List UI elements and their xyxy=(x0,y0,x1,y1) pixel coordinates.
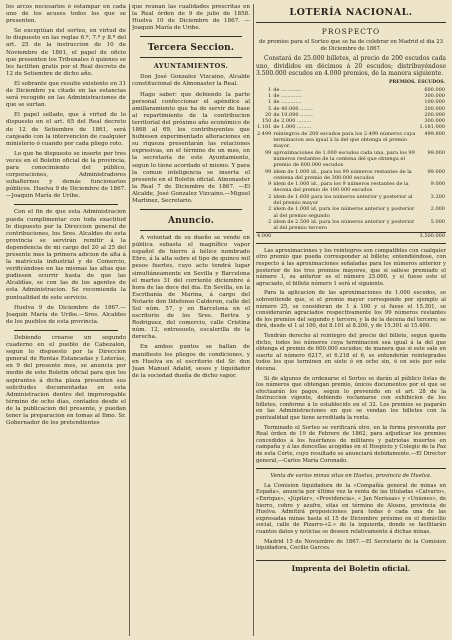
prize-description: de ............. xyxy=(273,93,302,99)
prize-count: 9 xyxy=(268,181,272,188)
divider xyxy=(140,57,242,58)
paragraph: Para la aplicacion de las aproximaciones de 1.000 escudos, se sobrentiende que, si el premio mayor corresponde por ejemplo al número 25, se consideran de 1 á 100 y si fuese el 15.301, se considerarán agraciados respectivamente los 99 números restantes de los premios del segundo y tercero, y la de la decena del tercero; se dirá, desde el 1 al 100, del 8.101 al 8.200, y de 15.301 al 15.400. xyxy=(256,290,446,330)
divider xyxy=(14,330,118,331)
venta-title: Venta de varias minas sitas en Huelva, provincia de Huelva. xyxy=(270,473,432,480)
prize-row xyxy=(256,194,446,207)
divider xyxy=(256,468,446,469)
prize-amount: 3.200 xyxy=(430,193,445,200)
paragraph: Don José Gonzalez Vizcaino, Alcalde constitucional de Almonaster la Real. xyxy=(132,74,250,88)
paragraph: Terminado el Sorteo se verificará otro, en la forma prevenida por Real órden de 19 de Febrero de 1862, para adjudicar los premios concedidos á los huérfanos de militares y patriotas muertos en campaña y á las doncellas acogidas en el Hospicio y Colegio de la Paz de esta Córte, cuyo resultado se anunciará debidamente.—El Director general,—Carlos María Coronado. xyxy=(256,424,446,464)
prize-row xyxy=(256,181,446,194)
anuncio-title: Anuncio. xyxy=(167,216,215,227)
prize-row xyxy=(256,219,446,232)
prize-amount: 99.000 xyxy=(427,149,445,156)
table-total-row xyxy=(256,232,446,239)
paragraph: Lo que he dispuesto se inserte por tres veces en el Boletin oficial de la provincia, para conocimiento del público, corporaciones, Administradores subalternos y demás funcionarios públicos. Huelva 9 de Diciembre de 1867.—Joaquin María de Uribe. xyxy=(6,150,126,200)
paragraph: Madrid 15 de Noviembre de 1867.—El Secretario de la Comision liquidadora, Cecilio Garces. xyxy=(256,538,446,552)
paragraph: Tendrán derecho al reintegro del precio del billete, segun queda dicho, todos los números cuya terminacion sea igual á la del que obtenga el premio de 600.000 escudos; de manera que si este sale en suerte al número 6217, el 6.218 el 6, se entenderán reintegrados todos los que terminen en siete ó en ocho sin, ó en seis por este decena. xyxy=(256,332,446,372)
prize-count: 2.499 xyxy=(257,130,272,137)
premios-header: PREMIOS. xyxy=(389,80,416,86)
prize-amount: 5.000 xyxy=(430,218,445,225)
prize-description: de 40.000 ........ xyxy=(273,105,313,112)
prize-count: 1.181 xyxy=(257,124,272,131)
paragraph: Hago saber: que debiendo la parte personal confeccionar el apéndice al amillaramiento que ha de servir de base al repartimiento de la contribucion territorial del próximo año económico de 1868 al 69, los contribuyentes que hubiesen experimentado alteraciones en su riqueza presentarán las relaciones expresivas, en el término de un mes, en la secretaría de este Ayuntamiento, segun lo tiene acordado el mismo. Y para la comun inteligencia se inserta el presente en el Boletin oficial. Almonaster la Real 7 de Diciembre de 1867. —El Alcalde, José Gonzalez Vizcaino.—Miguel Martinez, Secretario. xyxy=(132,91,250,204)
prize-amount: 300.000 xyxy=(424,93,445,99)
prize-description: reintegros de 200 escudos para los 2.499 números cuya terminacion sea igual á la del que obtenga el premio mayor. xyxy=(273,130,416,150)
divider xyxy=(256,22,446,23)
prize-row xyxy=(256,206,446,219)
prize-amount: 99.000 xyxy=(427,168,445,175)
prize-amount: 9.000 xyxy=(430,181,445,188)
prize-count: 99 xyxy=(264,168,272,175)
prize-count: 2 xyxy=(268,193,272,200)
prize-description: de 10.000 ........ xyxy=(273,111,313,118)
divider xyxy=(140,36,242,37)
prize-count: 1 xyxy=(268,93,272,99)
prospecto-summary: Constará de 25.000 billetes, al precio de 200 escudos cada uno, divididos en décimos á 20 escudos; distribuyéndose 3.500.000 escudos en 4.000 premios, de la manera siguiente. xyxy=(256,55,446,77)
prize-description: aproximaciones de 1.000 escudos cada una, para los 99 números restantes de la centena del que obtenga el premio de 600.000 escudos xyxy=(273,149,415,169)
paragraph: La Comision liquidadora de la «Compañía general de minas en España», anuncia por último vez la venta de las tituladas «Calvario», «Enrique», «Júpiter», «Providencia», « Jan Nerissas» y «Uniones», de hierro, cobre y azufre, sitas en término de Alosno, provincia de Huelva. Admitirá proposiciones para todas ó cada una de las expresadas minas hasta el 15 de Diciembre próximo en el domicilio social, calle de Pizarro-«2.» de la izquierda, donde se facilitarán cuantos datos y noticias se deseen relativamente á dichas minas. xyxy=(256,482,446,535)
column-rule-1 xyxy=(129,4,130,636)
prize-description: de ............. xyxy=(273,86,302,93)
prize-description: de 2.000 ......... xyxy=(273,118,312,125)
prize-count: 1 xyxy=(268,86,272,93)
paragraph: Se exceptúan del sorteo, en virtud de lo dispuesto en las reglas 6.ª, 7.ª y 8.ª del art. 25 de la instruccion de 10 de Noviembre de 1861, el papel de oficio que presenten los Tribunales ó quienes se les faciliten gratis por el Real decreto de 12 de Setiembre de dicho año. xyxy=(6,28,126,77)
prize-description: de ............. xyxy=(273,99,302,106)
column-3 xyxy=(256,4,446,636)
prize-amount: 200.000 xyxy=(424,105,445,112)
prize-count: 20 xyxy=(264,111,272,118)
prize-description: idem de 1.600 para los números anterior y posterior al del premio mayor xyxy=(273,193,413,207)
paragraph: El sobrante que resulte existente en 31 de Diciembre ya citado en las estancias será recogido en las Administraciones de que se surtan. xyxy=(6,80,126,109)
paragraph: En ambos puntos se hallan de manifiesto los pliegos de condiciones, y en Huelva en el escritorio del Sr. don Juan Manuel Adalid, sesos y liquidador de la sociedad dueña de dicho vapor. xyxy=(132,344,250,379)
paragraph: El papel sellado, que á virtud de lo dispuesto en el art. 65 del Real decreto de 12 de Setiembre de 1861, será canjeado con la intervencion de cualquier ministerio ó cuando por cada pliego roto. xyxy=(6,112,126,147)
prize-row xyxy=(256,169,446,182)
divider xyxy=(140,230,242,231)
section-subtitle: AYUNTAMIENTOS. xyxy=(153,62,229,71)
lottery-title: LOTERÍA NACIONAL. xyxy=(289,7,413,18)
prize-amount: 200.000 xyxy=(424,111,445,118)
column-2 xyxy=(132,4,250,636)
prize-count: 99 xyxy=(264,149,272,156)
prize-amount: 100.000 xyxy=(424,99,445,106)
prospecto-heading: PROSPECTO xyxy=(321,27,381,36)
column-rule-2 xyxy=(253,4,254,636)
prize-row xyxy=(256,131,446,150)
divider xyxy=(256,243,446,244)
prize-description: idem de 2.500 id. para los números anterior y posterior al del premio tercero xyxy=(273,218,415,232)
escudos-header: ESCUDOS. xyxy=(417,80,445,86)
prize-amount: 2.000 xyxy=(430,206,445,213)
prize-count: 2 xyxy=(268,218,272,225)
paragraph: Huelva 9 de Diciembre de 1867.—Joaquin María de Uribe.—Sres. Alcaldes de los pueblos de esta provincia. xyxy=(6,304,126,325)
total-spacer xyxy=(272,232,416,239)
prize-count: 5 xyxy=(268,105,272,112)
prize-count: 150 xyxy=(261,118,272,125)
paragraph: los arcos necesarios ó estampar en cada uno de los acuses todos los que se presenten. xyxy=(6,4,126,25)
total-count: 4.000 xyxy=(257,232,272,239)
prize-description: idem de 1.000 id., para los 9 números restantes de la decena del premio de 100.000 escudos xyxy=(273,181,409,194)
paragraph: Con el fin de que esta Administracion pueda cumplimentar con toda exactitud lo dispuesto por la Direccion general de contribuciones, los Sres. Alcaldes de esta provincia se servirán remitir á la dependencia de mi cargo del 20 al 25 del presente mes la primera adicion de alta á la matrícula industrial y de Comercio, verificándose en las mismas las altas que pudiesen ocurrir hasta de que las Alcaldías, se con las de los agentes de esta Administracion. Se recomienda la puntualidad de este servicio. xyxy=(6,209,126,301)
prize-description: idem de 1.000 id. para los números anterior y posterior al del premio segundo xyxy=(273,206,415,219)
column-1 xyxy=(6,4,126,636)
paragraph: que reunan las cualidades prescritas en la Real órden de 9 de julio de 1858. Huelva 10 de Diciembre de 1867. —Joaquin María de Uribe. xyxy=(132,4,250,32)
prize-amount: 499.800 xyxy=(424,130,445,137)
divider xyxy=(14,204,118,205)
prize-amount: 600.000 xyxy=(424,86,445,93)
prize-count: 2 xyxy=(268,206,272,213)
section-title: Tercera Seccion. xyxy=(147,43,235,54)
prize-row xyxy=(256,150,446,169)
imprenta-footer: Imprenta del Boletin oficial. xyxy=(256,560,446,573)
prize-amount: 1.181.000 xyxy=(419,124,445,131)
prize-table xyxy=(256,80,446,238)
prize-amount: 300.000 xyxy=(424,118,445,125)
prize-count: 1 xyxy=(268,99,272,106)
paragraph: Si de algunos de ordenarse el Sorteo se darán al público listas de los números que obtengan premio, únicos documentos por el que se efectuarán los pagos, segun lo prevenido en el art. 28 de la Instruccion vigente, debiendo reclamarse con exhibicion de los billetes, conforme á lo establecido en el 32. Los premios se pagarán en las Administraciones en que se vendan los billetes con la puntualidad que tiene acreditada la renta. xyxy=(256,375,446,422)
prize-description: idem de 1.000 id., para los 99 números restantes de la centena del premio de 300.000 escudos xyxy=(273,168,412,181)
prospecto-intro: de premios para el Sorteo que se ha de celebrar en Madrid el dia 23 de Diciembre de 1867. xyxy=(258,39,444,52)
paragraph: A voluntad de su dueño se vende en pública subasta el magnífico vapor español de hierro á hélice nombrado Ebro, á la alta sobre el tipo de quince mil pesos fuertes, cuyo acto tendrá lugar simultáneamente en Sevilla y Barcelona el martes 31 del corriente diciembre á hora de las doce del dia. En Sevilla, en la Escribanía de Marina, á cargo del Notario don Ildefonso Calderon, calle del Sol núm. 57, y en Barcelona en el escritorio de los Sres. Bertra y Rodriguez, del comercio, calle Cristina núm. 12, entresuelo, escalerilla de la derecha. xyxy=(132,235,250,341)
paragraph: Debiendo crearse un segundo cuaderno en el pueblo de Cabezalon, segun lo dispuesto por la Direccion general de Rentas Estancadas y Loterías, en 9 del presente mes, se anuncia por medio de este Boletin oficial para que los aspirantes á dicha plaza presenten sus solicitudes documentadas en esta Administracion dentro del improrogable término de ocho días, contados desde el de la publicacion del presente, y puedan tener la preparacion en tomas al Ilmo. Sr. Gobernador de los pretendientes xyxy=(6,334,126,427)
divider xyxy=(140,209,242,210)
paragraph: Las aproximaciones y los reintegros son compatibles con cualquier otro premio que pueda corresponder al billete; entendiéndose, con respecto á las aproximaciones señaladas para los números anterior y posterior de los tres premios mayores, que si saliese premiado el número 1, su anterior es el número 25.000, y si fuese este el agraciado, el billete número 1 será el siguiente. xyxy=(256,247,446,287)
total-value: 3.500.000 xyxy=(419,232,445,239)
prize-description: de 1.000 ......... xyxy=(273,124,312,131)
